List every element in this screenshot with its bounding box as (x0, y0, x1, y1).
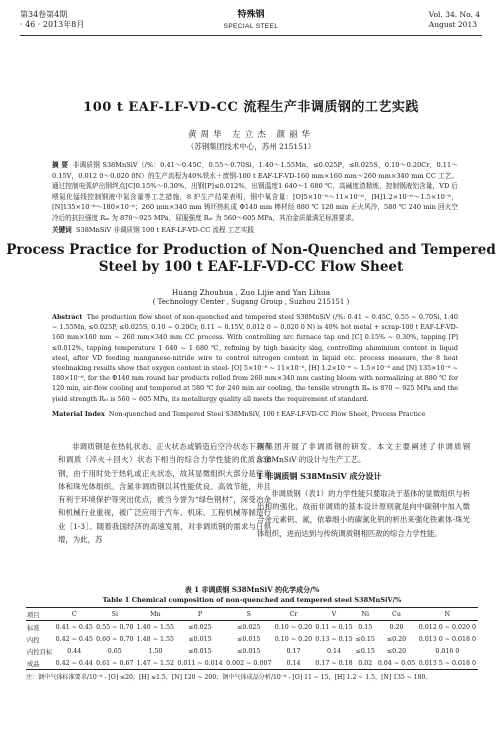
table-title-cn: 表 1 非调质钢 S38MnSiV 的化学成分/% (184, 585, 320, 594)
affiliation-en: ( Technology Center , Sugang Group , Suzhou 215151 ) (152, 298, 350, 306)
intro-paragraph-cont: 钢集团开展了非调质钢的研发。本文主要阐述了非调质钢 S38MnSiV 的设计与生产工艺。 (257, 442, 470, 465)
table-cell: ≤0.015 (237, 635, 261, 643)
table-cell: 1.48 ~ 1.55 (136, 635, 174, 643)
table-note: 注：钢中气体标准要求/10⁻⁶ - [O] ≤20，[H] ≤1.5，[N] 120 ~ 200；钢中气体成品分析/10⁻⁶ - [O] 11 ~ 15，[H] 1.2 ~ 1.5，[N] 135 ~ 180。 (26, 674, 432, 681)
header-right (429, 10, 480, 30)
table-title-en: Table 1 Chemical composition of non-quenched and tempered steel S38MnSiV/% (102, 596, 402, 604)
table-cell: 0.11 ~ 0.15 (315, 623, 353, 631)
table-cell: 0.17 (286, 647, 301, 655)
table-cell: 成品 (27, 660, 40, 668)
table-cell: 0.04 ~ 0.05 (377, 659, 416, 667)
header-center (0, 10, 502, 32)
journal-cn: 特殊钢 (237, 10, 265, 20)
table-cell: 0.60 ~ 0.70 (96, 635, 134, 643)
date-en: August 2013 (428, 20, 477, 29)
table-cell: 0.42 ~ 0.44 (55, 659, 93, 667)
article-title-cn: 100 t EAF-LF-VD-CC 流程生产非调质钢的工艺实践 (83, 100, 419, 115)
table-cell: 0.012 0 ~ 0.020 0 (418, 623, 477, 631)
table-cell: 0.011 ~ 0.014 (177, 659, 223, 667)
journal-en: SPECIAL STEEL (223, 23, 279, 30)
table-cell: ≤0.15 (355, 635, 375, 643)
table-header-cell: Si (111, 610, 118, 618)
affiliation-cn: （苏钢集团技术中心，苏州 215151） (186, 142, 316, 151)
body-column-left (58, 440, 271, 546)
table-cell: 0.42 ~ 0.45 (55, 635, 93, 643)
table-cell: 0.41 ~ 0.45 (55, 623, 93, 631)
keywords-en-label: Material Index (52, 410, 105, 418)
table-row (26, 645, 478, 657)
abstract-cn-label: 摘 要 (52, 161, 69, 169)
table-header-cell: S (246, 610, 251, 618)
table-cell: ≤0.20 (386, 635, 407, 643)
table-header-row (26, 608, 478, 621)
abstract-cn-text: 非调质钢 S38MnSiV（/%：0.41～0.45C，0.55～0.70Si，1.40～1.55Mn，≤0.025P，≤0.025S，0.10～0.20Cr，0.11～0.15V，0.012 0～0.020 0N）的生产流程为40%铁水＋废钢-100 t EAF-LF-VD-160 mm×160 mm～260 mm×340 mm CC 工艺。通过控制电弧炉出钢终点[C]0.15%～0.30%，出钢[P]≤0.012%，出钢温度1 640～1 680 ℃，高碱度渣精炼，控制钢液铝含量，VD 后喂氮化锰线控制钢液中氮含量等工艺措施，8 炉生产结果表明，钢中氧含量：[O]5×10⁻⁶～11×10⁻⁶，[H]1.2×10⁻⁶～1.5×10⁻⁶，[N]135×10⁻⁶～180×10⁻⁶；260 mm×340 mm 铸坯热轧成 Φ140 mm 棒材经 880 ℃ 120 min 正火风冷，580 ℃ 240 min 回火空冷后的抗拉强度 Rₘ 为 870～925 MPa，屈服强度 Rₑₗ 为 560～605 MPa，其冶金质量满足标准要求。 (52, 161, 458, 222)
table-row (26, 621, 478, 634)
table-cell: ≤0.015 (188, 635, 212, 643)
section-paragraph: 非调质钢（表1）的力学性能只要取决于基体的显微组织与析出相的强化，故而非调质的基本设计原则就是向中碳钢中加入微合金元素钒、氮，依靠细小的碳氮化钒的析出来强化铁素体-珠光体组织，进而达到与传统调质钢相匹敌的综合力学性能。 (257, 488, 470, 538)
table-header-cell: P (197, 610, 203, 618)
table-cell: 0.20 (389, 623, 404, 631)
table-cell: 0.44 (67, 647, 82, 655)
page-header (0, 0, 502, 60)
keywords-cn (52, 225, 458, 236)
table-cell: 0.016 0 (435, 647, 460, 655)
table-header-cell: Cu (392, 610, 401, 618)
table-cell: 0.55 ~ 0.70 (96, 623, 134, 631)
volume-cn: 第34卷第4期 (20, 10, 68, 19)
table-header-cell: V (331, 610, 337, 618)
table-header-cell: Cr (289, 610, 298, 618)
table-cell: ≤0.025 (237, 623, 261, 631)
keywords-cn-label: 关键词 (52, 226, 72, 234)
table-cell: ≤0.15 (355, 647, 375, 655)
table-cell: 0.013 0 ~ 0.018 0 (418, 635, 477, 643)
table-row (26, 657, 478, 670)
keywords-en (52, 409, 458, 419)
table-header-cell: C (71, 610, 77, 618)
section-heading: 1 非调质钢 S38MnSiV 成分设计 (257, 470, 382, 481)
table-cell: 0.002 ~ 0.007 (226, 659, 272, 667)
table-cell: 0.14 (326, 647, 342, 655)
authors-en: Huang Zhouhua , Zuo Lijie and Yan Lihua (171, 288, 331, 297)
table-cell: ≤0.20 (386, 647, 407, 655)
table-cell: ≤0.015 (188, 647, 212, 655)
table-header-cell: N (444, 610, 451, 618)
table-cell: ≤0.025 (188, 623, 212, 631)
header-rule (20, 35, 482, 36)
table-cell: 0.10 ~ 0.20 (274, 635, 313, 643)
volume-en: Vol. 34. No. 4 (428, 10, 480, 19)
intro-paragraph: 非调质钢是在热轧状态、正火状态或锻造后空冷状态下具有和调质（淬火＋回火）状态下相当的综合力学性能的优质合金钢，由于用时处于热轧或正火状态，故其显微组织大部分是铁素体和珠光体组织。含氮非调质钢以其性能优良、高效节能，并且有利于环境保护等突出优点，被当今誉为“绿色钢材”，深受冶金和机械行业重视，被广泛应用于汽车、机床、工程机械等制造行业［1-3］。随着我国经济的高速发展，对非调质钢的需求与日俱增，为此，苏 (58, 442, 271, 545)
body-column-right (257, 440, 470, 540)
table-cell: ≤0.015 (237, 647, 261, 655)
table-cell: 0.61 ~ 0.67 (96, 659, 134, 667)
table-cell: 0.13 ~ 0.15 (315, 635, 353, 643)
table-cell: 0.14 (286, 659, 301, 667)
table-cell: 内控 (27, 636, 40, 644)
keywords-cn-text: S38MnSiV 非调质钢 100 t EAF-LF-VD-CC 流程 工艺实践 (75, 226, 255, 234)
table-cell: 0.02 (358, 659, 373, 667)
table-cell: 1.40 ~ 1.55 (136, 623, 174, 631)
table-header-cell: Mn (150, 610, 161, 618)
composition-table (26, 607, 478, 670)
table-cell: 标准 (27, 624, 40, 632)
table-cell: 0.10 ~ 0.20 (274, 623, 313, 631)
table-header-cell: Ni (361, 610, 369, 618)
table-cell: 1.47 ~ 1.52 (136, 659, 174, 667)
keywords-en-text: Non-quenched and Tempered Steel S38MnSiV, 100 t EAF-LF-VD-CC Flow Sheet, Process Practice (108, 410, 426, 418)
table-row (26, 633, 478, 645)
table-1 (26, 585, 478, 682)
article-title-en: Process Practice for Production of Non-Quenched and Tempered Steel by 100 t EAF-LF-VD-CC Flow Sheet (6, 242, 496, 275)
abstract-en-label: Abstract (52, 313, 83, 321)
page-year: · 46 · 2013年8月 (20, 20, 85, 29)
table-cell: 1.50 (148, 647, 163, 655)
table-cell: 0.013 5 ~ 0.018 0 (418, 659, 477, 667)
abstract-en (52, 312, 458, 404)
authors-cn: 黄周华 左立杰 颜丽华 (188, 130, 314, 140)
table-cell: 内控目标 (27, 648, 53, 656)
table-cell: 0.15 (358, 623, 373, 631)
abstract-en-text: The production flow sheet of non-quenched and tempered steel S38MnSiV (/%: 0.41 ~ 0.45C, 0.55 ~ 0.70Si, 1.40 ~ 1.55Mn, ≤0.025P, ≤0.025S, 0.10 ~ 0.20Cr, 0.11 ~ 0.15V, 0.012 0 ~ 0.020 0 N) is 40% hot metal + scrap-100 t EAF-LF-VD-160 mm×160 mm ~ 260 mm×340 mm CC process. With controlling arc furnace tap end [C] 0.15% ~ 0.30%, tapping [P] ≤0.012%, tapping temperature 1 640 ~ 1 680 ℃, refining by high basicity slag, controlling aluminium content in liquid steel, after VD feeding manganese-nitride wire to control nitrogen content in liquid etc. process measure, the 8 heat steelmaking results show that oxygen content in steel- [O] 5×10⁻⁶ ~ 11×10⁻⁶, [H] 1.2×10⁻⁶ ~ 1.5×10⁻⁶ and [N] 135×10⁻⁶ ~ 180×10⁻⁶, for the Φ140 mm round bar products rolled from 260 mm×340 mm casting bloom with normalizing at 880 ℃ for 120 min, air-flow cooling and tempered at 580 ℃ for 240 min air cooling, the tensile strength Rₘ is 870 ~ 925 MPa and the yield strength Rₑₗ is 560 ~ 605 MPa, its metallurgy quality all meets the requirement of standard. (52, 313, 458, 403)
table-header-cell: 项目 (27, 611, 40, 619)
abstract-cn (52, 160, 458, 224)
table-cell: 0.17 ~ 0.18 (315, 659, 353, 667)
table-cell: 0.65 (107, 647, 122, 655)
